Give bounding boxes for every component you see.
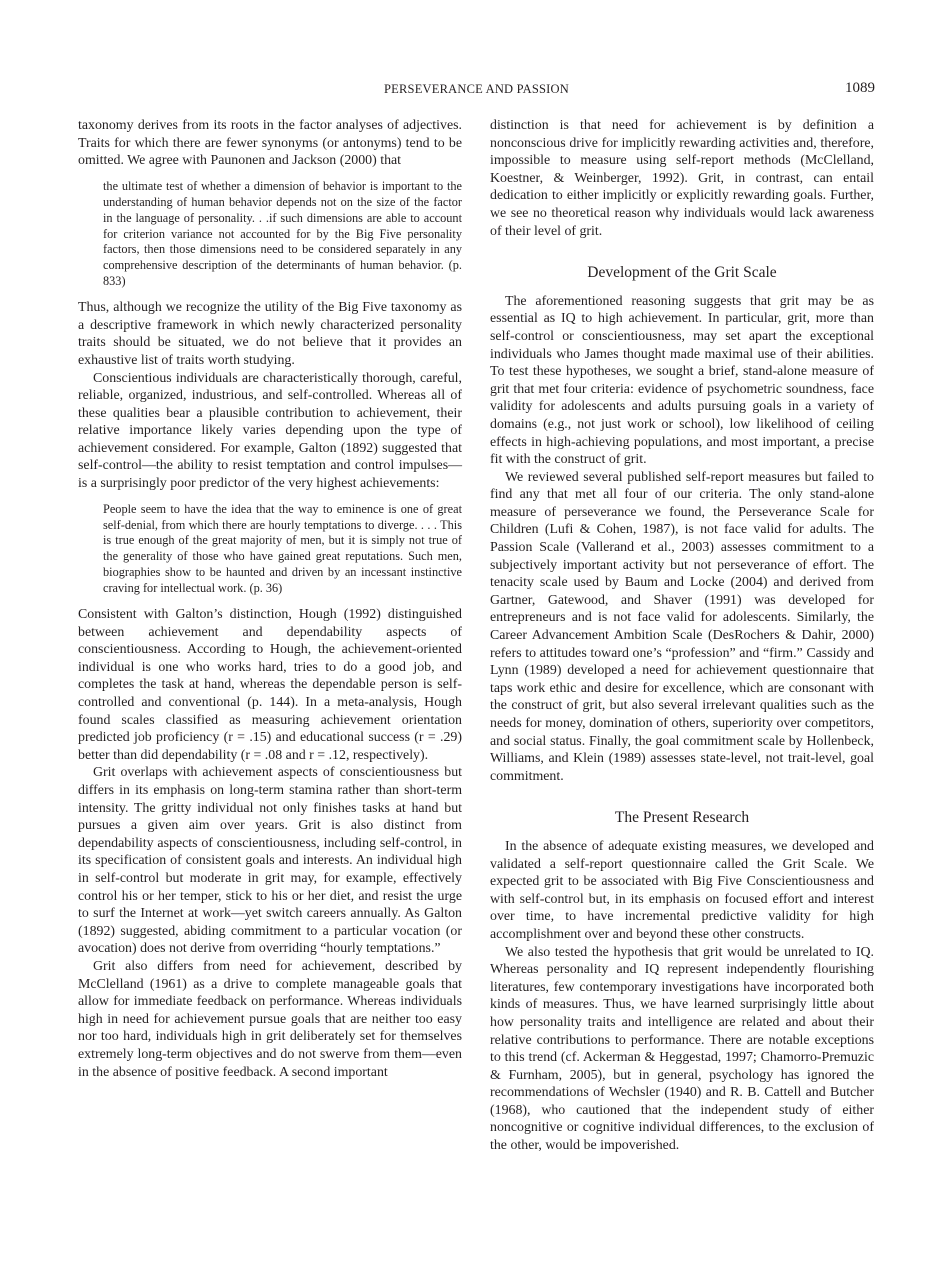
left-column <box>78 117 462 1081</box>
paragraph: We reviewed several published self-report measures but failed to find any that met all four of our criteria. The only stand-alone measure of perseverance we found, the Perseverance Scale for Children (Lufi & Cohen, 1987), is not face valid for adults. The Passion Scale (Vallerand et al., 2003) assesses commitment to a subjectively important activity but not perseverance of effort. The tenacity scale used by Baum and Locke (2004) and derived from Gartner, Gatewood, and Shaver (1991) was developed for entrepreneurs and is not face valid for adolescents. Similarly, the Career Advancement Ambition Scale (DesRochers & Dahir, 2000) refers to attitudes toward one’s “profession” and “firm.” Cassidy and Lynn (1989) developed a need for achievement questionnaire that taps work ethic and desire for excellence, which are consonant with the construct of grit, but also several irrelevant qualities such as the needs for money, domination of others, superiority over competitors, and social status. Finally, the goal commitment scale by Hollenbeck, Williams, and Klein (1989) assesses state-level, not trait-level, goal commitment. <box>490 469 874 784</box>
page-number: 1089 <box>845 80 875 96</box>
section-heading: Development of the Grit Scale <box>587 264 777 282</box>
paragraph: Grit also differs from need for achievement, described by McClelland (1961) as a drive to complete manageable goals that allow for immediate feedback on performance. Whereas individuals high in need for achievement pursue goals that are neither too easy nor too hard, individuals high in grit deliberately set for themselves extremely long-term objectives and do not swerve from them—even in the absence of positive feedback. A second important <box>78 958 462 1080</box>
paragraph: distinction is that need for achievement is by definition a nonconscious drive for implicitly rewarding activities and, therefore, impossible to measure using self-report methods (McClelland, Koestner, & Weinberger, 1992). Grit, in contrast, can entail dedication to either implicitly or explicitly rewarding goals. Further, we see no theoretical reason why individuals would lack awareness of their level of grit. <box>490 118 874 239</box>
paragraph: Grit overlaps with achievement aspects of conscientiousness but differs in its emphasis on long-term stamina rather than short-term intensity. The gritty individual not only finishes tasks at hand but pursues a given aim over years. Grit is also distinct from dependability aspects of conscientiousness, including self-control, in its specification of consistent goals and interests. An individual high in self-control but moderate in grit may, for example, effectively control his or her temper, stick to his or her diet, and resist the urge to surf the Internet at work—yet switch careers annually. As Galton (1892) suggested, abiding commitment to a particular vocation (or avocation) does not derive from overriding “hourly temptations.” <box>78 765 462 957</box>
paragraph: Conscientious individuals are characteristically thorough, careful, reliable, organized, industrious, and self-controlled. Whereas all of these qualities bear a plausible contribution to achievement, their relative importance likely varies depending upon the type of achievement considered. For example, Galton (1892) suggested that self-control—the ability to resist temptation and control impulses—is a surprisingly poor predictor of the very highest achievements: <box>78 370 462 492</box>
paragraph: We also tested the hypothesis that grit would be unrelated to IQ. Whereas personality and IQ represent independently flourishing literatures, few contemporary investigations have incorporated both kinds of measures. Thus, we have learned surprisingly little about how personality traits and intelligence are related and about their relative contributions to performance. There are notable exceptions to this trend (cf. Ackerman & Heggestad, 1997; Chamorro-Premuzic & Furnham, 2005), but in general, psychology has ignored the recommendations of Wechsler (1940) and R. B. Cattell and Butcher (1968), who cautioned that the independent study of either noncognitive or cognitive individual differences, to the exclusion of the other, would be impoverished. <box>490 944 874 1154</box>
page-header <box>78 80 875 100</box>
right-column <box>490 117 874 1155</box>
running-title: PERSEVERANCE AND PASSION <box>384 82 569 96</box>
paragraph: In the absence of adequate existing measures, we developed and validated a self-report questionnaire called the Grit Scale. We expected grit to be associated with Big Five Conscientiousness and with self-control but, in its emphasis on focused effort and interest over time, to have incremental predictive validity for high accomplishment over and beyond these other constructs. <box>490 838 874 942</box>
section-heading: The Present Research <box>614 809 750 827</box>
paragraph: Consistent with Galton’s distinction, Hough (1992) distinguished between achievement and dependability aspects of conscientiousness. According to Hough, the achievement-oriented individual is one who works hard, tries to do a good job, and completes the task at hand, whereas the dependable person is self-controlled and conventional (p. 144). In a meta-analysis, Hough found scales classified as measuring achievement orientation predicted job proficiency (r = .15) and educational success (r = .29) better than did dependability (r = .08 and r = .12, respectively). <box>78 607 462 763</box>
paragraph: Thus, although we recognize the utility of the Big Five taxonomy as a descriptive framework in which newly characterized personality traits should be situated, we do not believe that it provides an exhaustive list of traits worth studying. <box>78 300 462 368</box>
block-quote: the ultimate test of whether a dimension of behavior is important to the understanding of human behavior depends not on the size of the factor in the language of personality. . .if such dimensions are able to account for criterion variance not accounted for by the Big Five personality factors, then those dimensions need to be considered separately in any comprehensive description of the determinants of human behavior. (p. 833) <box>103 178 462 289</box>
paragraph: taxonomy derives from its roots in the factor analyses of adjectives. Traits for which there are fewer synonyms (or antonyms) tend to be omitted. We agree with Paunonen and Jackson (2000) that <box>78 118 462 169</box>
paragraph: The aforementioned reasoning suggests that grit may be as essential as IQ to high achievement. In particular, grit, more than self-control or conscientiousness, may set apart the exceptional individuals who James thought made maximal use of their abilities. To test these hypotheses, we sought a brief, stand-alone measure of grit that met four criteria: evidence of psychometric soundness, face validity for adolescents and adults pursuing goals in a variety of domains (e.g., not just work or school), low likelihood of ceiling effects in high-achieving populations, and most important, a precise fit with the construct of grit. <box>490 293 874 468</box>
block-quote: People seem to have the idea that the way to eminence is one of great self-denial, from which there are hourly temptations to diverge. . . . This is true enough of the great majority of men, but it is simply not true of the generality of those who have gained great reputations. Such men, biographies show to be haunted and driven by an incessant instinctive craving for intellectual work. (p. 36) <box>103 501 462 596</box>
